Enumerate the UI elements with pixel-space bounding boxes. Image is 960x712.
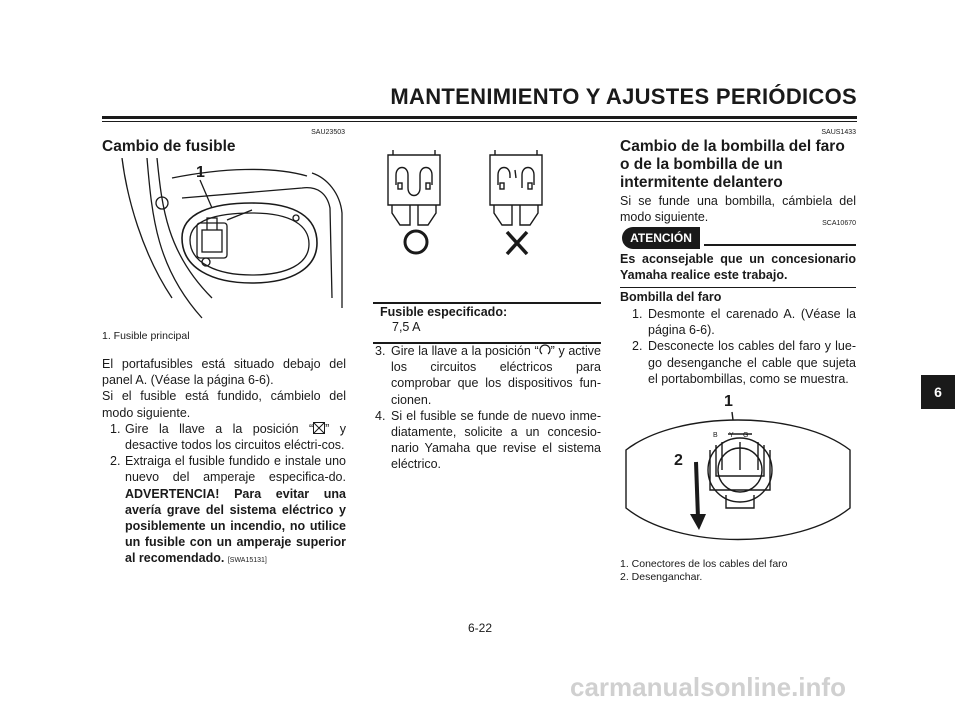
list-item-step-3: [360, 343, 601, 408]
page-header-title: MANTENIMIENTO Y AJUSTES PERIÓDICOS: [390, 84, 857, 109]
caution-rule: [704, 244, 856, 246]
paragraph-fuse-intro: Si el fusible está fundido, cámbielo del modo siguiente.: [102, 389, 346, 420]
list-item-bulb-step-2: [620, 338, 856, 387]
step-number: 1.: [632, 307, 643, 321]
paragraph-bulb-intro: Si se funde una bombilla, cámbiela del modo siguiente.: [620, 194, 856, 225]
key-on-icon: [539, 344, 551, 356]
fuse-location-illustration: [102, 158, 346, 323]
spec-value: 7,5 A: [392, 320, 421, 334]
page-number: 6-22: [467, 621, 493, 635]
step-text: Gire la llave a la posición “: [125, 421, 314, 436]
step-text: Desconecte los cables del faro y lue-go desenganche el cable que sujeta el portabombillas, como se muestra.: [648, 339, 856, 386]
section-heading-fuse: Cambio de fusible: [102, 138, 236, 155]
list-item-step-4: [360, 408, 601, 473]
list-item-step-2: [102, 453, 346, 569]
figure-callout-1: 1: [724, 393, 733, 410]
figure-callout-2: 2: [674, 452, 683, 469]
paragraph-fuse-location: El portafusibles está situado debajo del panel A. (Véase la página 6-6).: [102, 357, 346, 388]
chapter-tab[interactable]: 6: [921, 375, 955, 409]
wire-letter-y: Y: [729, 432, 734, 439]
warning-text: ADVERTENCIA! Para evitar una avería grave del sistema eléctrico y posiblemente un incendio, no utilice un fusible con un amperaje superior al recomendado.: [125, 486, 346, 566]
figure-caption-1: 1. Conectores de los cables del faro: [620, 558, 788, 570]
headlight-connector-illustration: [618, 390, 858, 552]
list-item-step-1: [102, 421, 346, 453]
figure-callout-1: 1: [196, 164, 205, 181]
fuse-comparison-illustration: [378, 150, 573, 260]
header-rule-thin: [102, 121, 857, 122]
list-item-bulb-step-1: [620, 306, 856, 338]
step-number: 2.: [110, 454, 121, 469]
step-text: ” y active los circuitos eléctricos para comprobar que los dispositivos fun-cionen.: [391, 344, 601, 407]
watermark: carmanualsonline.info: [570, 672, 846, 702]
wire-letter-g: G: [743, 432, 749, 439]
step-text: Extraiga el fusible fundido e instale uno nuevo del amperaje especifica-do.: [125, 454, 346, 485]
caution-badge: ATENCIÓN: [622, 227, 700, 249]
step-number: 4.: [375, 408, 386, 423]
header-rule: [102, 116, 857, 119]
subheading-headlight: Bombilla del faro: [620, 290, 722, 304]
caution-text: Es aconsejable que un concesionario Yamaha realice este trabajo.: [620, 252, 856, 283]
caution-end-rule: [620, 287, 856, 288]
figure-caption: 1. Fusible principal: [102, 330, 190, 342]
step-number: 2.: [632, 339, 643, 354]
step-text: Si el fusible se funde de nuevo inme-diatamente, solicite a un concesio-nario Yamaha que revise el sistema eléctrico.: [391, 408, 601, 472]
step-text: Gire la llave a la posición “: [391, 344, 539, 358]
section-heading-bulb: Cambio de la bombilla del faro o de la bombilla de un intermitente delantero: [620, 138, 845, 191]
step-text: Desmonte el carenado A. (Véase la página 6-6).: [648, 307, 856, 338]
step-text: ” y desactive todos los circuitos eléctri-cos.: [125, 421, 346, 453]
wire-letter-b: B: [713, 432, 718, 439]
figure-caption-2: 2. Desenganchar.: [620, 571, 703, 583]
section-code: SAU23503: [311, 129, 345, 136]
section-code: SAUS1433: [821, 129, 856, 136]
key-off-icon: [313, 422, 325, 434]
spec-label: Fusible especificado:: [380, 305, 508, 319]
warning-code: [SWA15131]: [227, 557, 267, 565]
caution-code: SCA10670: [822, 220, 856, 227]
step-number: 3.: [375, 344, 386, 358]
step-number: 1.: [110, 421, 121, 436]
